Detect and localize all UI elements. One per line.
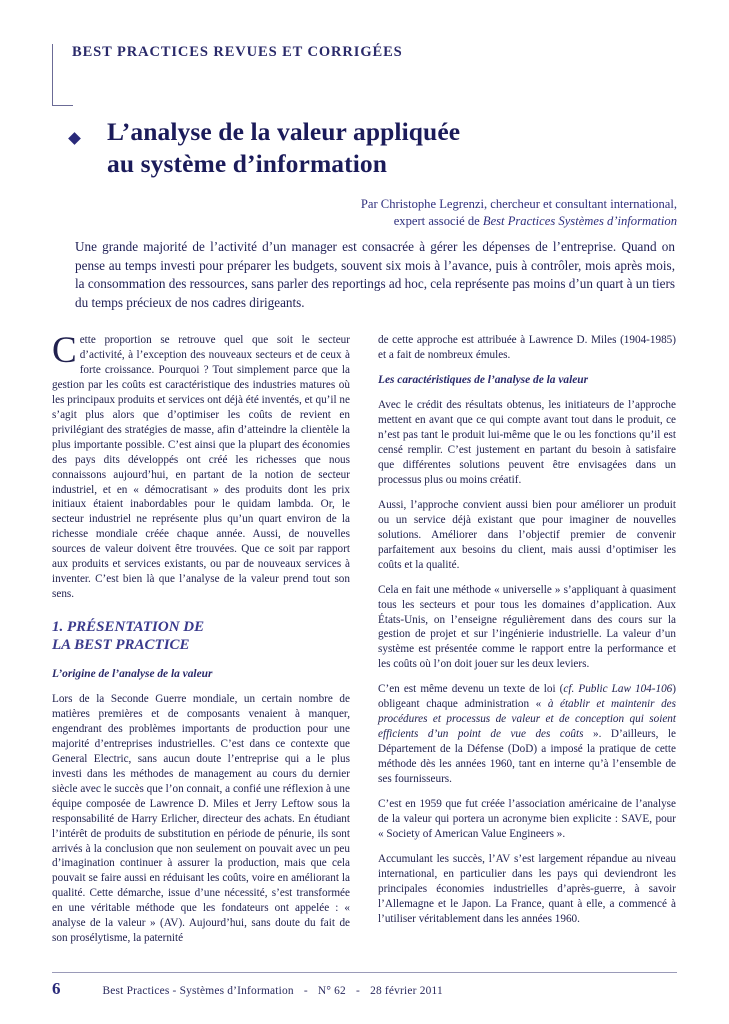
para5-part-a: C’en est même devenu un texte de loi ( bbox=[378, 683, 564, 696]
diamond-bullet-icon bbox=[68, 132, 81, 145]
subheading-origine: L’origine de l’analyse de la valeur bbox=[52, 667, 213, 680]
header-horizontal-rule bbox=[52, 105, 73, 106]
footer-meta bbox=[103, 985, 443, 997]
paragraph-right-5 bbox=[378, 682, 676, 787]
para5-law-reference: cf. Public Law 104-106 bbox=[563, 683, 673, 696]
section-heading-line-2: LA BEST PRACTICE bbox=[52, 637, 190, 654]
page-title bbox=[107, 116, 460, 180]
byline-line-2 bbox=[157, 213, 677, 230]
para5-part-b: ) obligeant chaque administration « bbox=[378, 683, 677, 711]
section-heading-1 bbox=[52, 618, 350, 655]
byline bbox=[157, 196, 677, 230]
article-title-block bbox=[70, 116, 680, 180]
footer-publication: Best Practices - Systèmes d’Information bbox=[102, 985, 294, 997]
paragraph-right-6: C’est en 1959 que fut créée l’association américaine de l’analyse de la valeur qui portera un acronyme bien explicite : SAVE, pour « Society of American Value Engineers ». bbox=[378, 798, 676, 840]
paragraph-right-7: Accumulant les succès, l’AV s’est largement répandue au niveau international, en particulier dans les pays qui deviendront les principales économies industrielles d’après-guerre, à savoir l’Allemagne et le Japon. La France, quant à elle, a commencé à l’utiliser véritablement dans les années 1960. bbox=[378, 852, 676, 925]
page-header bbox=[52, 44, 677, 61]
column-left bbox=[52, 330, 350, 973]
footer-date: 28 février 2011 bbox=[370, 985, 443, 997]
paragraph-left-2: Lors de la Seconde Guerre mondiale, un certain nombre de matières premières et de composants venaient à manquer, engendrant des problèmes importants de production pour une majorité d’entreprises industrielles. C’est dans ce contexte que General Electric, sans aucun doute l’entreprise qui a le plus investi dans les méthodes de management au cours du dernier siècle avec le succès que l’on connait, a confié une réflexion à une équipe composée de Lawrence D. Miles et Jerry Leftow sous la responsabilité de Harry Erlicher, directeur des achats. En étudiant l’intérêt de produits de substitution en période de pénurie, ils sont arrivés à la conclusion que non seulement on pouvait avec un peu d’imagination continuer à assurer la production, mais que cela pouvait se faire aussi en réduisant les coûts, voire en améliorant la qualité. Cette démarche, issue d’une nécessité, s’est transformée en une véritable méthode que les fondateurs ont appelée : « analyse de la valeur » (AV). Aujourd’hui, sans doute du fait de son prosélytisme, la paternité bbox=[52, 692, 350, 945]
subheading-caracteristiques: Les caractéristiques de l’analyse de la valeur bbox=[378, 373, 589, 386]
paragraph-right-3: Aussi, l’approche convient aussi bien pour améliorer un produit ou un service déjà existant que pour imaginer de nouvelles solutions. Améliorer dans l’objectif premier de convenir parfaitement aux besoins du client, mais aussi d’optimiser les coûts et la qualité. bbox=[378, 498, 676, 571]
page-footer bbox=[52, 972, 677, 1002]
paragraph-right-1: de cette approche est attribuée à Lawrence D. Miles (1904-1985) et a fait de nombreux émules. bbox=[378, 334, 676, 361]
paragraph-right-4: Cela en fait une méthode « universelle » s’appliquant à quasiment tous les secteurs et pour tous les domaines d’application. Aux États-Unis, on l’enseigne régulièrement dans des cours sur la gestion de projet et sur l’ingénierie industrielle. La valeur d’un système est présentée comme le rapport entre la performance et les coûts où l’on doit jouer sur les deux leviers. bbox=[378, 583, 676, 671]
paragraph-left-1: Cette proportion se retrouve quel que soit le secteur d’activité, à l’exception des nouveaux secteurs et de ceux à forte croissance. Pourquoi ? Tout simplement parce que la gestion par les coûts est caractéristique des industries matures où les principaux produits et services ont déjà été inventés, et qu’il ne s’agit plus alors que d’optimiser les coûts de revient en privilégiant des stratégies de masse, afin d’atteindre la clientèle la plus importante possible. C’est ainsi que la plupart des économies des pays dits développés ont créé les richesses que nous connaissons aujourd’hui, en partant de la notion de secteur industriel, et en « démocratisant » des produits dont les prix initiaux étaient inabordables pour le quidam lambda. Or, le secteur industriel ne représente plus qu’un quart environ de la richesse mondiale créée chaque année. Aussi, de nouvelles sources de valeur doivent être trouvées. Que ce soit par rapport aux produits et services existants, ou par de nouveaux services à inventer. C’est bien là que l’analyse de la valeur prend tout son sens. bbox=[52, 330, 350, 601]
title-line-1: L’analyse de la valeur appliquée bbox=[107, 117, 461, 146]
byline-publication: Best Practices Systèmes d’information bbox=[482, 214, 677, 228]
page-number: 6 bbox=[52, 979, 61, 998]
section-kicker: BEST PRACTICES REVUES ET CORRIGÉES bbox=[72, 44, 403, 60]
section-heading-line-1: 1. PRÉSENTATION DE bbox=[52, 619, 205, 636]
column-right bbox=[378, 333, 676, 973]
footer-separator-1: - bbox=[303, 985, 308, 997]
para5-quote: à établir et maintenir des procédures et processus de valeur et de conception qui soient efficients d’un point de vue des coûts bbox=[378, 698, 677, 741]
footer-issue: N° 62 bbox=[317, 985, 346, 997]
para5-part-c: ». D’ailleurs, le Département de la Défense (DoD) a imposé la pratique de cette méthode dès les années 1960, tant en interne qu’à l’ensemble de ses fournisseurs. bbox=[378, 728, 676, 786]
title-line-2: au système d’information bbox=[107, 148, 388, 178]
footer-separator-2: - bbox=[356, 985, 360, 997]
article-standfirst: Une grande majorité de l’activité d’un manager est consacrée à gérer les dépenses de l’entreprise. Quand on pense au temps investi pour préparer les budgets, souvent six mois à l’avance, puis à contrôler, mois après mois, la consommation des ressources, sans parler des reportings ad hoc, cela représente pas moins d’un quart à un tiers du temps précieux de nos cadres dirigeants. bbox=[75, 239, 675, 311]
byline-prefix: expert associé de bbox=[393, 214, 483, 228]
byline-line-1: Par Christophe Legrenzi, chercheur et consultant international, bbox=[360, 197, 677, 211]
paragraph-right-2: Avec le crédit des résultats obtenus, les initiateurs de l’approche mettent en avant que ce qui compte avant tout dans le produit, ce n’est pas tant le produit lui-même que le ou les fonctions qu’il est censé remplir. C’est justement en partant du besoin à satisfaire que différentes solutions peuvent être envisagées dans un processus plus ou moins créatif. bbox=[378, 399, 676, 486]
article-body bbox=[52, 330, 677, 973]
